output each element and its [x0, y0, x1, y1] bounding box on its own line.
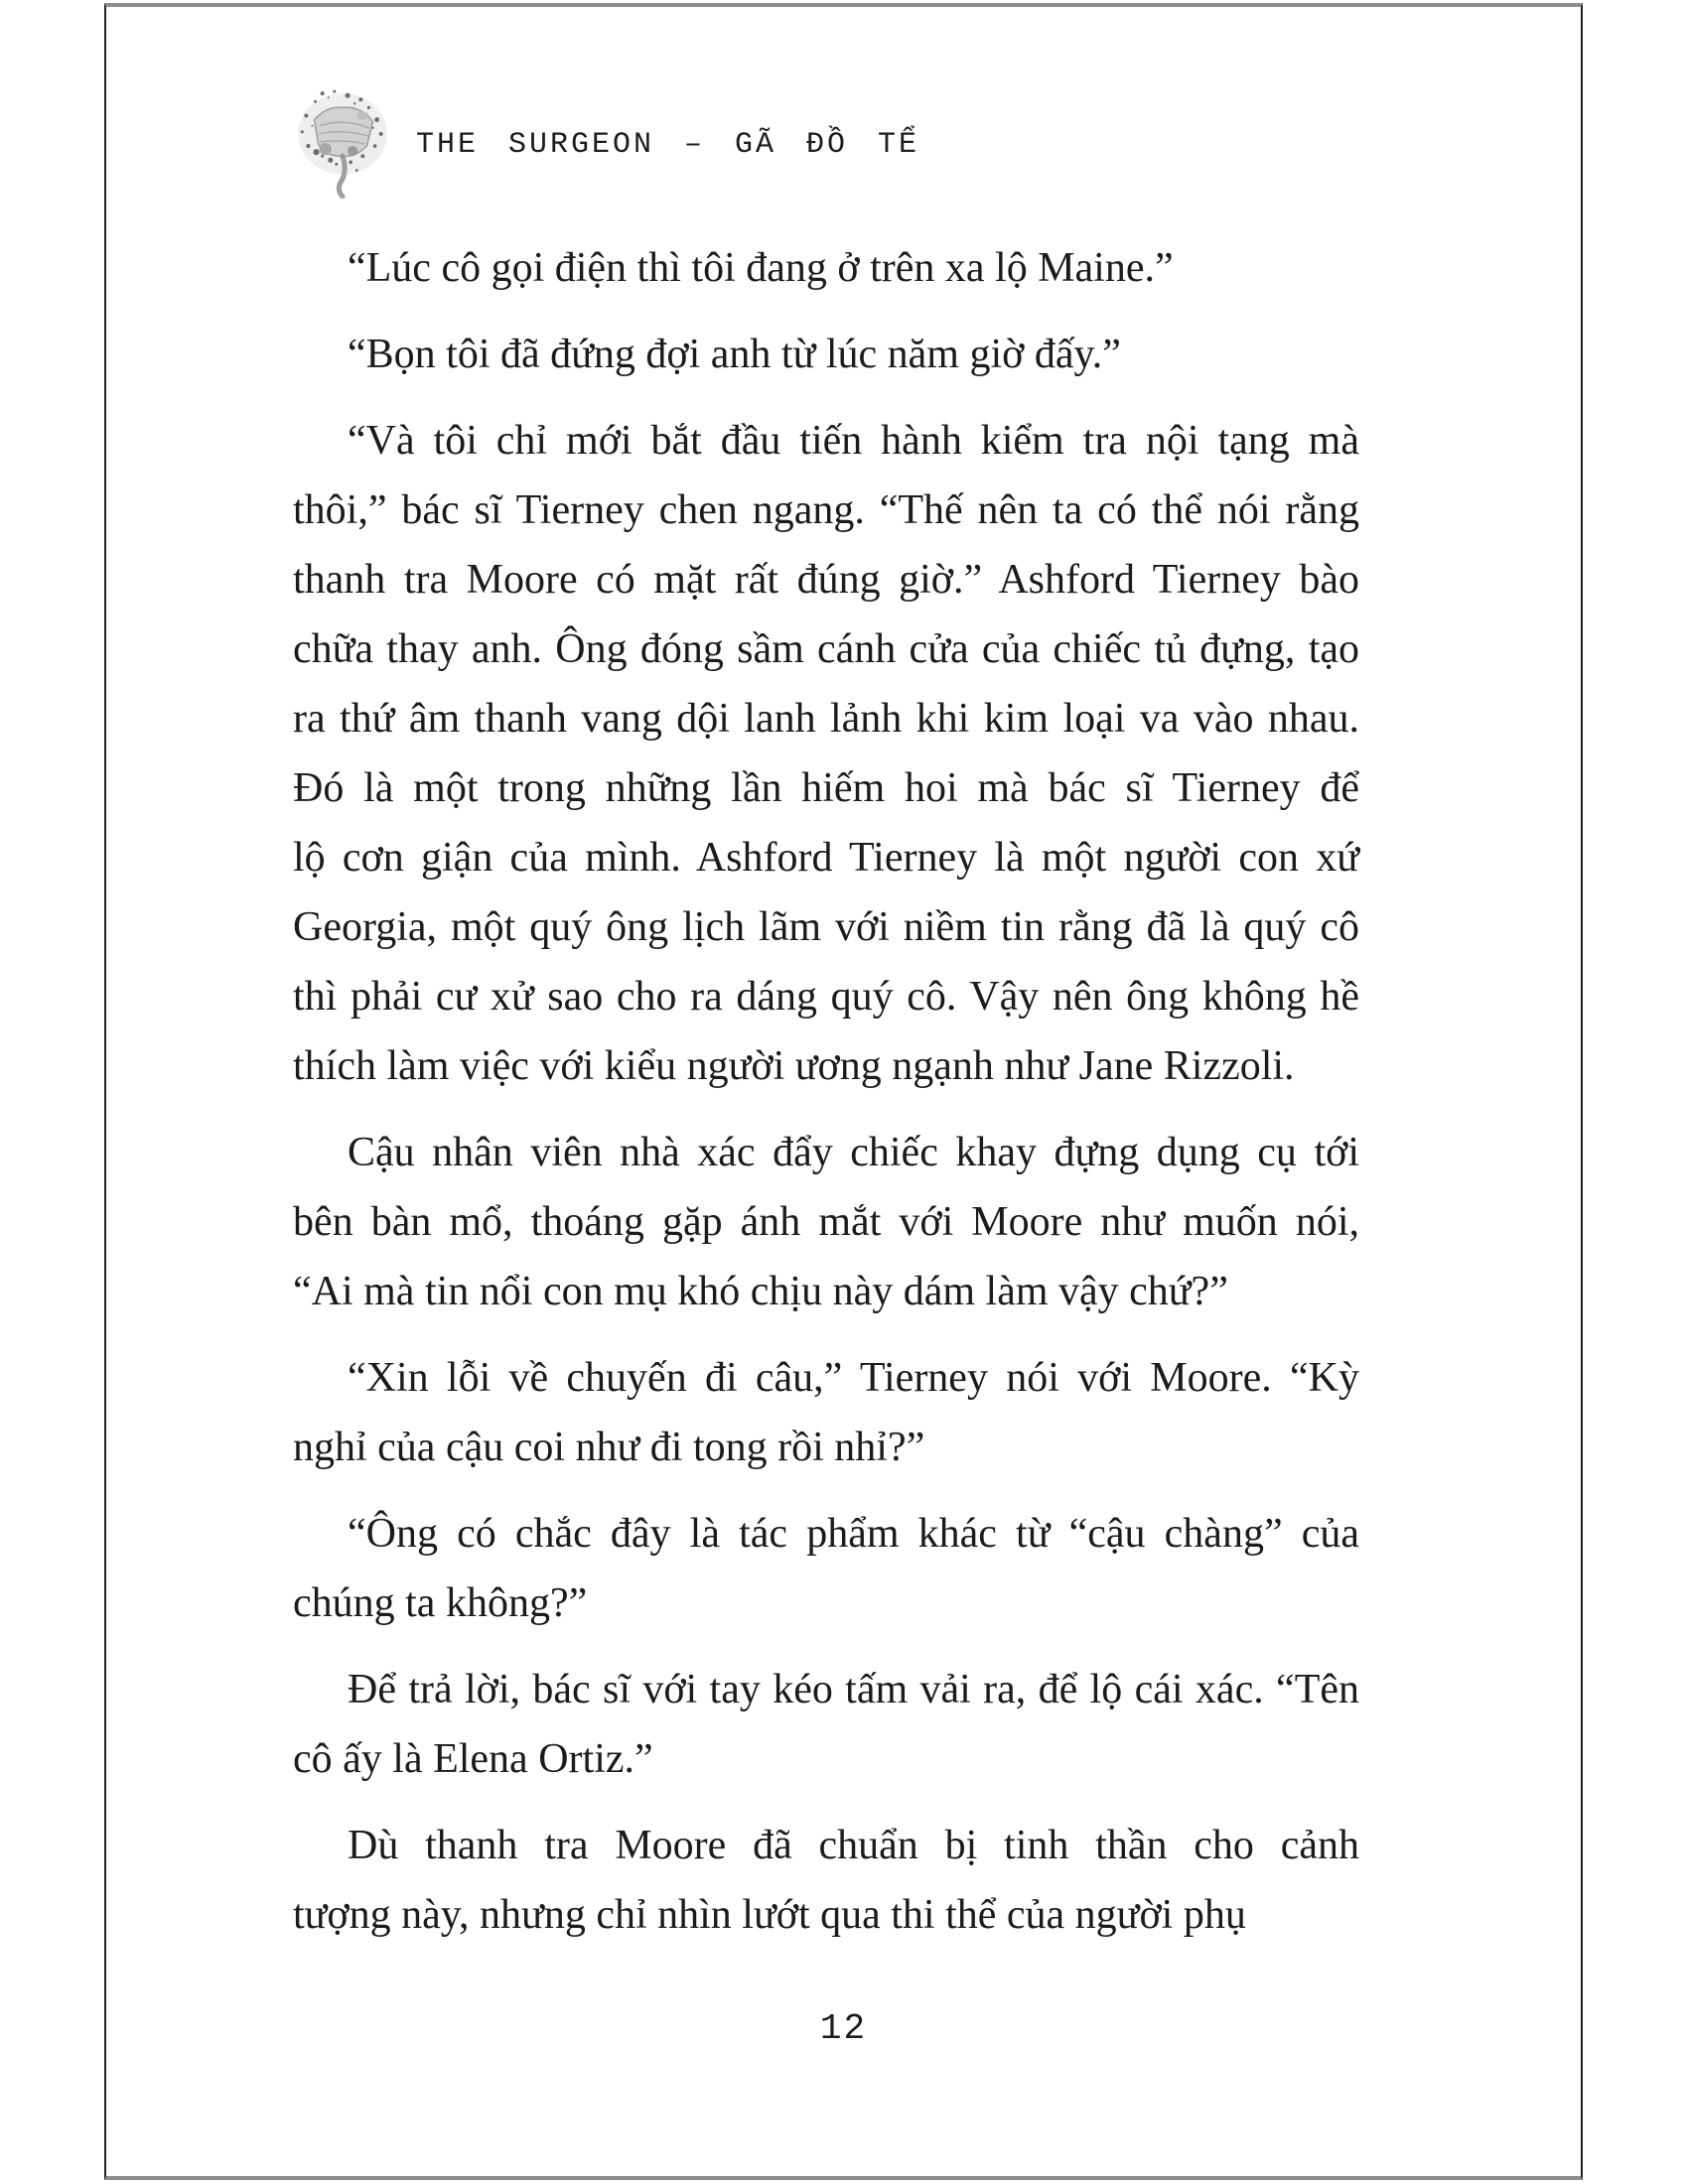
text-line: cô ấy là Elena Ortiz.” [293, 1736, 653, 1782]
text-line: tượng này, nhưng chỉ nhìn lướt qua thi thể của người phụ [293, 1892, 1246, 1938]
paragraph-8 [293, 1811, 1359, 1950]
body-text [293, 233, 1359, 1950]
text-line: nghỉ của cậu coi như đi tong rồi nhỉ?” [293, 1425, 925, 1470]
text-line: “Lúc cô gọi điện thì tôi đang ở trên xa lộ Maine.” [348, 245, 1174, 291]
text-line: Cậu nhân viên nhà xác đẩy chiếc khay đựng dụng cụ tới [348, 1130, 1359, 1175]
text-line: “Ông có chắc đây là tác phẩm khác từ “cậu chàng” của [348, 1511, 1359, 1557]
text-line: “Ai mà tin nổi con mụ khó chịu này dám làm vậy chứ?” [293, 1269, 1228, 1314]
text-line: “Bọn tôi đã đứng đợi anh từ lúc năm giờ đấy.” [348, 332, 1121, 377]
text-line: thích làm việc với kiểu người ương ngạnh như Jane Rizzoli. [293, 1043, 1295, 1089]
text-line: lộ cơn giận của mình. Ashford Tierney là một người con xứ [293, 835, 1359, 881]
paragraph-2 [293, 320, 1359, 389]
text-line: thanh tra Moore có mặt rất đúng giờ.” Ashford Tierney bào [293, 557, 1359, 603]
paragraph-4 [293, 1118, 1359, 1326]
text-line: chúng ta không?” [293, 1580, 588, 1626]
text-line: Dù thanh tra Moore đã chuẩn bị tinh thần cho cảnh [348, 1823, 1359, 1868]
text-line: ra thứ âm thanh vang dội lanh lảnh khi kim loại va vào nhau. [293, 696, 1359, 742]
paragraph-3 [293, 406, 1359, 1101]
paragraph-7 [293, 1655, 1359, 1794]
text-line: thôi,” bác sĩ Tierney chen ngang. “Thế nên ta có thể nói rằng [293, 487, 1359, 533]
text-line: Để trả lời, bác sĩ với tay kéo tấm vải ra, để lộ cái xác. “Tên [348, 1667, 1359, 1712]
text-line: bên bàn mổ, thoáng gặp ánh mắt với Moore như muốn nói, [293, 1199, 1359, 1245]
page-number: 12 [819, 2008, 868, 2049]
surgical-mask-icon [291, 85, 394, 199]
text-line: Đó là một trong những lần hiếm hoi mà bác sĩ Tierney để [293, 765, 1359, 811]
text-line: “Xin lỗi về chuyến đi câu,” Tierney nói với Moore. “Kỳ [348, 1355, 1359, 1401]
page-number-footer [106, 2008, 1581, 2049]
text-line: thì phải cư xử sao cho ra dáng quý cô. Vậy nên ông không hề [293, 974, 1359, 1020]
text-line: chữa thay anh. Ông đóng sầm cánh cửa của chiếc tủ đựng, tạo [293, 626, 1359, 672]
running-title: THE SURGEON – GÃ ĐỒ TỂ [416, 128, 920, 162]
book-header [291, 82, 919, 202]
publisher-logo [291, 85, 394, 199]
text-line: “Và tôi chỉ mới bắt đầu tiến hành kiểm tra nội tạng mà [348, 418, 1359, 464]
paragraph-6 [293, 1499, 1359, 1638]
paragraph-5 [293, 1343, 1359, 1482]
text-line: Georgia, một quý ông lịch lãm với niềm tin rằng đã là quý cô [293, 904, 1359, 950]
page-frame [104, 3, 1583, 2180]
paragraph-1 [293, 233, 1359, 303]
